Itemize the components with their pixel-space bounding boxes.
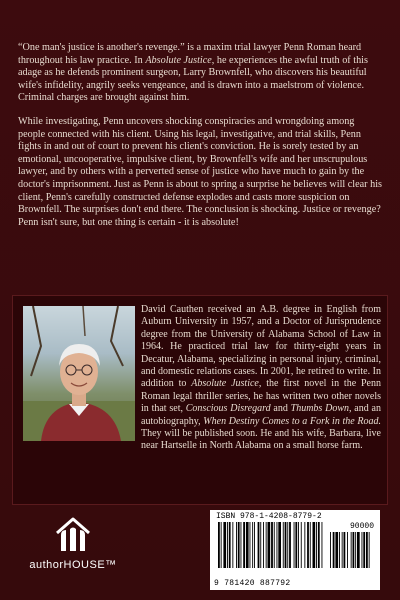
bio-book-title: Absolute Justice	[191, 378, 259, 390]
book-title-italic: Absolute Justice	[145, 54, 212, 66]
publisher-name: authorHOUSE™	[29, 559, 117, 571]
author-bio-box	[12, 295, 388, 505]
bio-text-part: , and an autobiography,	[141, 403, 381, 427]
isbn-barcode	[210, 510, 380, 590]
blurb-paragraph-2: While investigating, Penn uncovers shocking conspiracies and wrongdoing among people connected with his client. Using his legal, investigative, and trial skills, Penn fights in and out of court to prevent his client's conviction. He is sorely tested by an emotional, uncooperative, impulsive client, by Brownfell's wife and her unscrupulous lawyer, and by others with a perverted sense of justice who have much to gain by the doctor's imprisonment. Just as Penn is about to spring a surprise he believes will clear his client, Penn's carefully constructed defense explodes and casts more suspicion on Brownfell. The surprises don't end there. The conclusion is shocking. Justice or revenge? Penn isn't sure, but one thing is certain - it is absolute!	[18, 115, 382, 228]
price-code: 90000	[349, 522, 374, 531]
ean-number: 9 781420 887792	[214, 579, 291, 588]
barcode-bars	[216, 522, 374, 576]
authorhouse-logo-icon	[53, 515, 93, 555]
author-bio-text	[141, 304, 381, 453]
bio-book-title: Thumbs Down	[290, 403, 350, 415]
bio-text-part: and	[270, 403, 291, 415]
blurb-text: , he experiences the awful truth of this adage as he defends prominent surgeon, Larry Brownfell, who discovers his beautiful wife's infidelity, angrily seeks vengeance, and is drawn into a maelstrom of violence. Criminal charges are brought against him.	[18, 54, 368, 104]
publisher-logo	[18, 515, 128, 585]
bio-book-title: Conscious Disregard	[185, 403, 271, 415]
author-photo	[23, 306, 135, 441]
bio-text-part: , the first novel in the Penn Roman legal thriller series, he has written two other novels in that set,	[141, 378, 381, 415]
blurb-quote: “One man's justice is another's revenge.” is a maxim trial lawyer Penn Roman heard throughout his law practice. In	[18, 42, 362, 66]
bio-text-part: David Cauthen received an A.B. degree in English from Auburn University in 1957, and a Doctor of Jurisprudence degree from the University of Alabama School of Law in 1964. He practiced trial law for thirty-eight years in Decatur, Alabama, specializing in personal injury, criminal, and domestic relations cases. In 2001, he retired to write. In addition to	[141, 304, 381, 390]
isbn-label: ISBN 978-1-4208-8779-2	[216, 512, 322, 521]
bio-book-title: When Destiny Comes to a Fork in the Road.	[203, 415, 382, 427]
author-portrait-image	[23, 306, 135, 441]
blurb-paragraph-1	[18, 42, 384, 105]
book-blurb	[18, 42, 384, 240]
bio-text-part: They will be published soon. He and his wife, Barbara, live near Hartselle in North Alabama on a small horse farm.	[141, 428, 381, 452]
